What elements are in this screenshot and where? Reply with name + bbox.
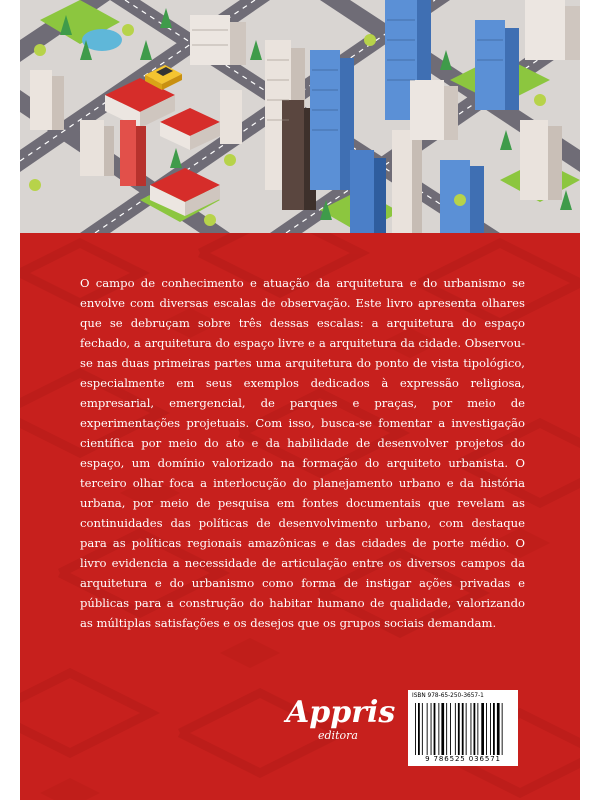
isbn-digits: 9 786525 036571: [425, 755, 501, 763]
isbn-barcode-box: [408, 690, 518, 766]
publisher-logo: [282, 695, 396, 753]
isbn-label: ISBN 978-65-250-3657-1: [412, 693, 484, 699]
barcode-icon: [413, 703, 513, 755]
book-back-cover: [20, 0, 580, 800]
back-cover-panel: [20, 233, 580, 800]
publisher-logo-subtitle: editora: [318, 729, 358, 742]
city-illustration: [20, 0, 580, 233]
book-synopsis: O campo de conhecimento e atuação da arquitetura e do urbanismo se envolve com diversas escalas de observação. Este livro apresenta olhares que se debruçam sobre três dessas escalas: a arquitetura do espaço fechado, a arquitetura do espaço livre e a arquitetura da cidade. Observou-se nas duas primeiras partes uma arquitetura do ponto de vista tipológico, especialmente em seus exemplos dedicados à expressão religiosa, empresarial, emergencial, de parques e praças, por meio de experimentações projetuais. Com isso, busca-se fomentar a investigação científica por meio do ato e da habilidade de desenvolver projetos do espaço, um domínio valorizado na formação do arquiteto urbanista. O terceiro olhar foca a interlocução do planejamento urbano e da história urbana, por meio de pesquisa em fontes documentais que revelam as continuidades das políticas de desenvolvimento urbano, com destaque para as políticas regionais amazônicas e das cidades de porte médio. O livro evidencia a necessidade de articulação entre os diversos campos da arquitetura e do urbanismo como forma de instigar ações privadas e públicas para a construção do habitar humano de qualidade, valorizando as múltiplas satisfações e os desejos que os grupos sociais demandam.: [80, 276, 525, 630]
publisher-logo-wordmark: Appris: [286, 695, 396, 730]
